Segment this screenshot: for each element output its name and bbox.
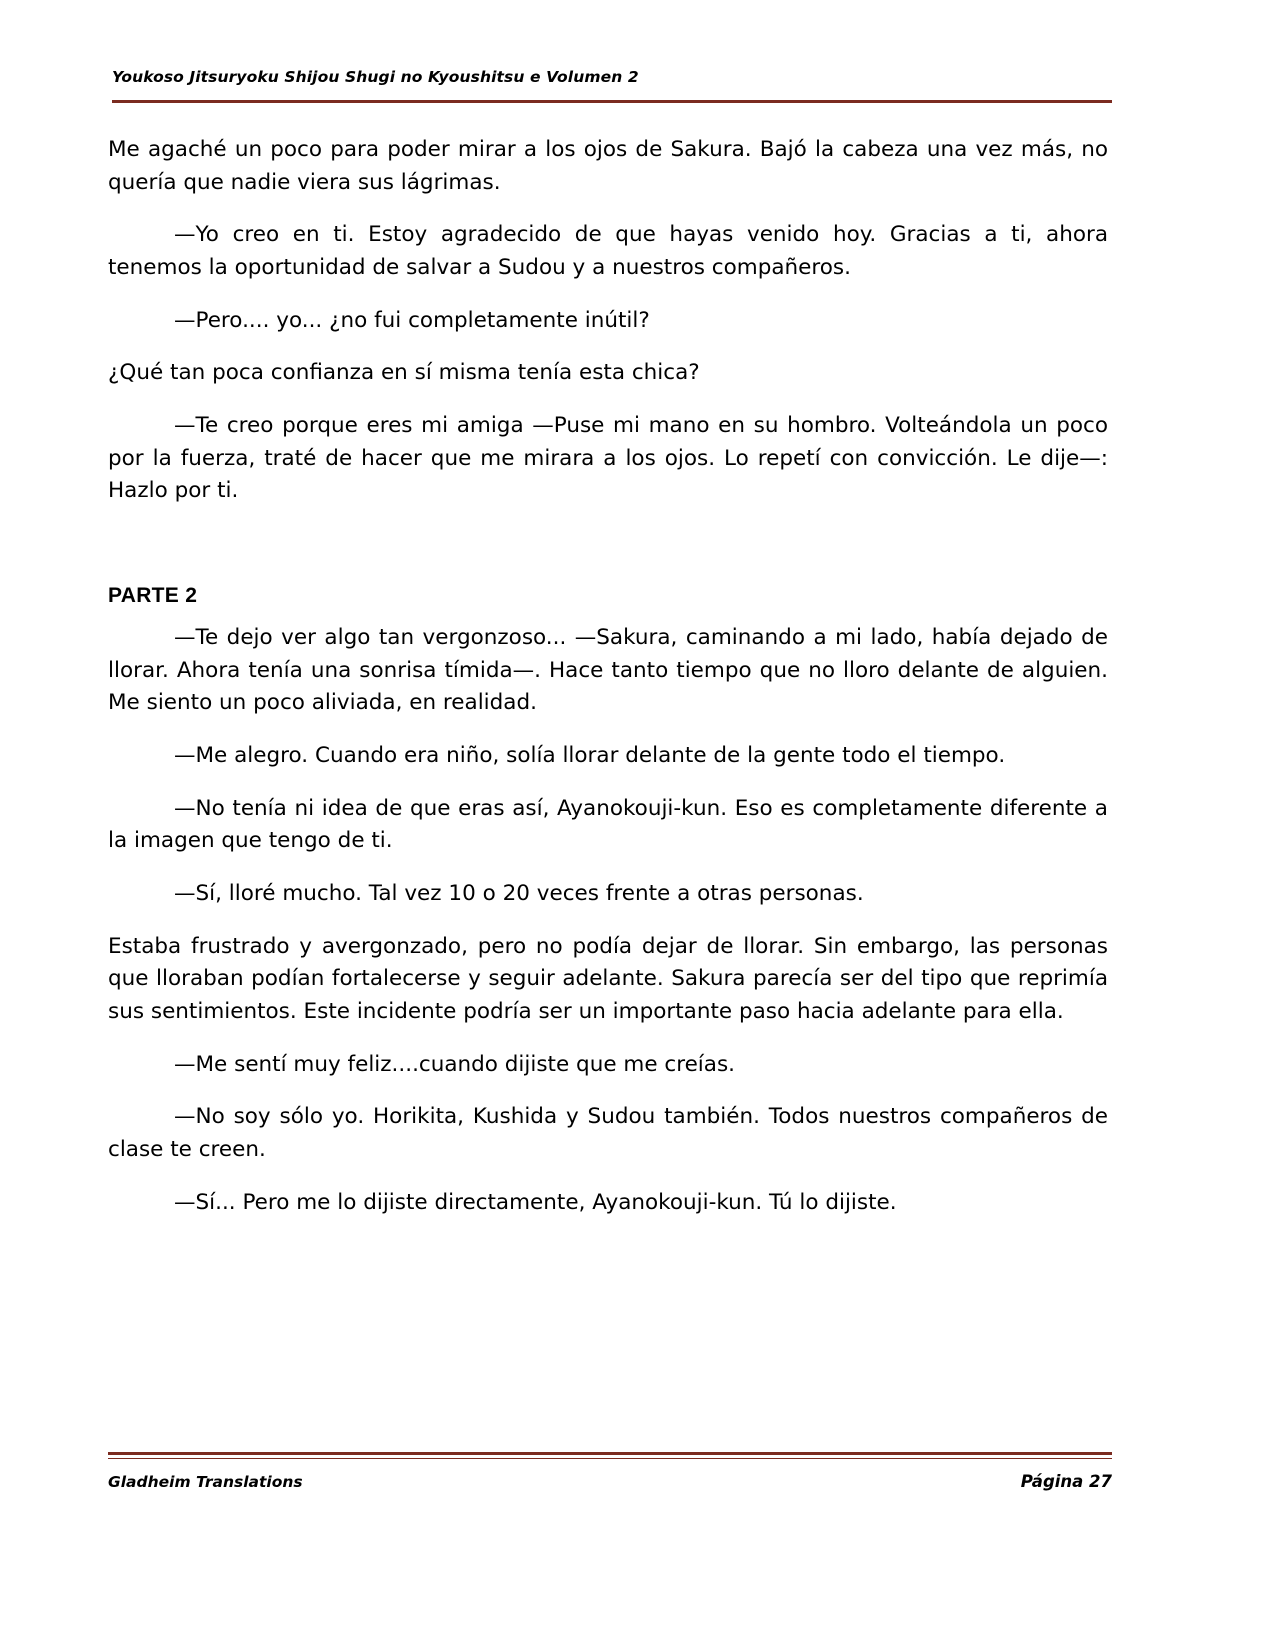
header-title: Youkoso Jitsuryoku Shijou Shugi no Kyoushitsu e Volumen 2 (112, 68, 639, 86)
paragraph-10: Estaba frustrado y avergonzado, pero no podía dejar de llorar. Sin embargo, las personas que lloraban podían fortalecerse y seguir adelante. Sakura parecía ser del tipo que reprimía sus sentimientos. Este incidente podría ser un importante paso hacia adelante para ella. (108, 933, 1108, 1025)
paragraph-2: —Yo creo en ti. Estoy agradecido de que hayas venido hoy. Gracias a ti, ahora tenemos la oportunidad de salvar a Sudou y a nuestros compañeros. (108, 222, 1108, 281)
paragraph-6: —Te dejo ver algo tan vergonzoso... —Sakura, caminando a mi lado, había dejado de llorar. Ahora tenía una sonrisa tímida—. Hace tanto tiempo que no lloro delante de alguien. Me siento un poco aliviada, en realidad. (108, 625, 1108, 716)
footer-divider-thick (108, 1452, 1112, 1455)
section-spacer (108, 528, 1108, 584)
section-heading: PARTE 2 (108, 584, 198, 608)
paragraph-1: Me agaché un poco para poder mirar a los ojos de Sakura. Bajó la cabeza una vez más, no quería que nadie viera sus lágrimas. (108, 137, 1108, 195)
paragraph-8: —No tenía ni idea de que eras así, Ayanokouji-kun. Eso es completamente diferente a la imagen que tengo de ti. (108, 795, 1108, 854)
paragraph-11: —Me sentí muy feliz....cuando dijiste que me creías. (174, 1051, 735, 1077)
paragraph-13: —Sí... Pero me lo dijiste directamente, Ayanokouji-kun. Tú lo dijiste. (174, 1189, 897, 1215)
paragraph-3: —Pero.... yo... ¿no fui completamente inútil? (174, 307, 650, 333)
page-header (112, 68, 1112, 86)
paragraph-4: ¿Qué tan poca confianza en sí misma tenía esta chica? (108, 360, 700, 386)
paragraph-9: —Sí, lloré mucho. Tal vez 10 o 20 veces frente a otras personas. (174, 881, 864, 907)
page-footer (108, 1472, 1112, 1491)
footer-page-number: Página 27 (1020, 1472, 1112, 1491)
header-divider (112, 100, 1112, 103)
paragraph-5: —Te creo porque eres mi amiga —Puse mi mano en su hombro. Volteándola un poco por la fuerza, traté de hacer que me mirara a los ojos. Lo repetí con convicción. Le dije—: Hazlo por ti. (108, 413, 1108, 504)
paragraph-12: —No soy sólo yo. Horikita, Kushida y Sudou también. Todos nuestros compañeros de clase te creen. (108, 1104, 1108, 1163)
footer-divider-thin (108, 1458, 1112, 1459)
document-body (108, 134, 1108, 1239)
paragraph-7: —Me alegro. Cuando era niño, solía llorar delante de la gente todo el tiempo. (174, 743, 1006, 769)
footer-translator-credit: Gladheim Translations (108, 1473, 303, 1491)
